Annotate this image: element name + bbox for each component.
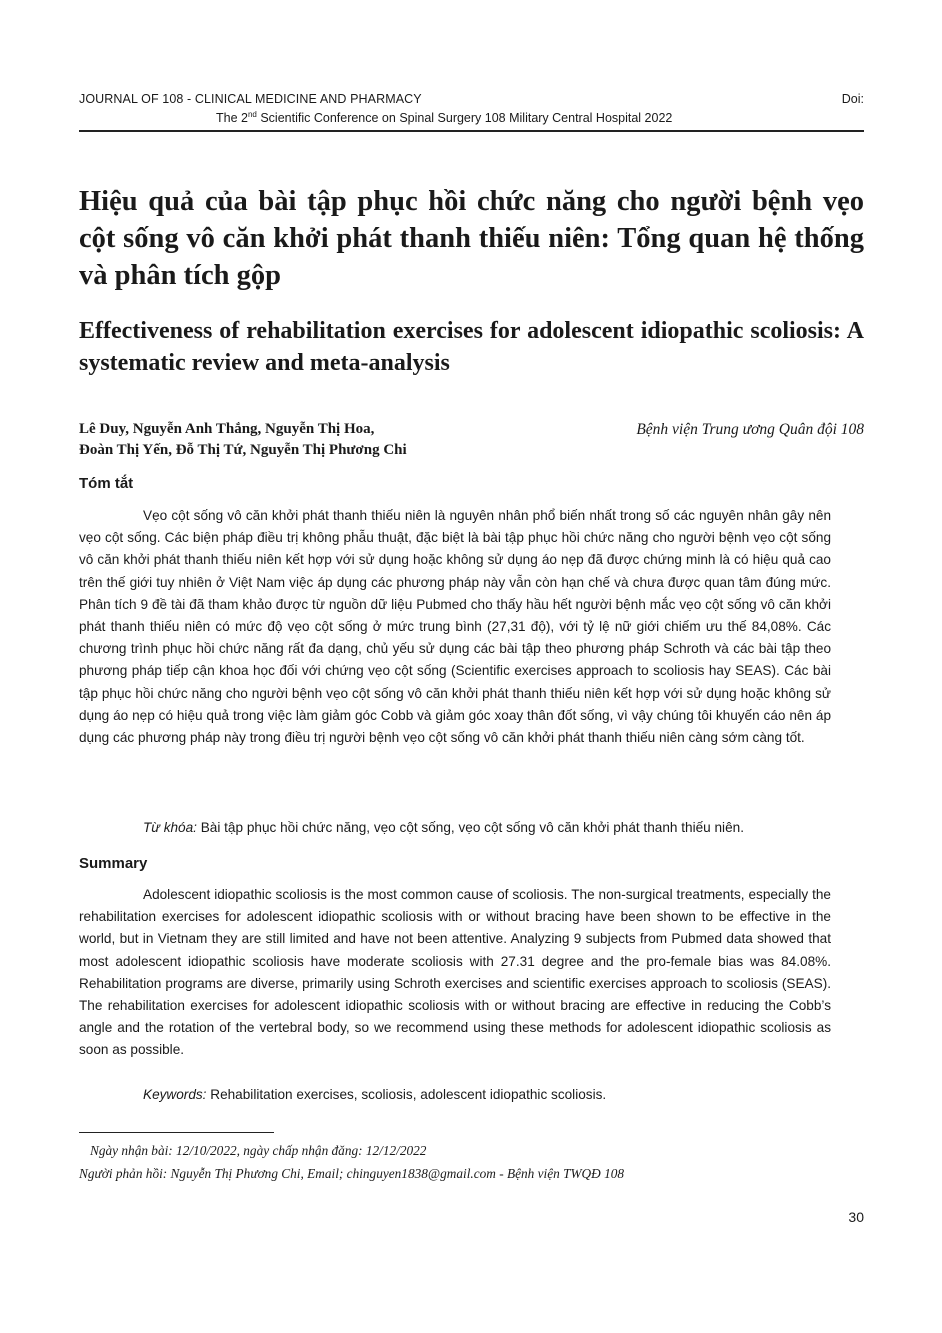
conference-line xyxy=(216,110,672,125)
header-rule xyxy=(79,130,864,132)
journal-name: JOURNAL OF 108 - CLINICAL MEDICINE AND PHARMACY xyxy=(79,92,422,106)
summary-vi-body: Vẹo cột sống vô căn khởi phát thanh thiếu niên là nguyên nhân phổ biến nhất trong số các nguyên nhân gây nên vẹo cột sống. Các biện pháp điều trị không phẫu thuật, đặc biệt là bài tập phục hồi chức năng cho người bệnh vẹo cột sống vô căn khởi phát thanh thiếu niên kết hợp với sử dụng hoặc không sử dụng áo nẹp đã được chứng minh là có hiệu quả cao trên thế giới tuy nhiên ở Việt Nam việc áp dụng các phương pháp này vẫn còn hạn chế và chưa được quan tâm đúng mức. Phân tích 9 đề tài đã tham khảo được từ nguồn dữ liệu Pubmed cho thấy hầu hết người bệnh mắc vẹo cột sống vô căn khởi phát thanh thiếu niên có mức độ vẹo cột sống ở mức trung bình (27,31 độ), với tỷ lệ nữ giới chiếm ưu thế 84,08%. Các chương trình phục hồi chức năng rất đa dạng, chủ yếu sử dụng các bài tập theo phương pháp Schroth và các bài tập theo phương pháp tiếp cận khoa học đối với chứng vẹo cột sống (Scientific exercises approach to scoliosis hay SEAS). Các bài tập phục hồi chức năng cho người bệnh vẹo cột sống vô căn khởi phát thanh thiếu niên kết hợp với sử dụng hoặc không sử dụng áo nẹp có hiệu quả trong việc làm giảm góc Cobb và giảm góc xoay thân đốt sống, vì vậy chúng tôi khuyến cáo nên áp dụng các phương pháp này trong điều trị người bệnh vẹo cột sống vô căn khởi phát thanh thiếu niên càng sớm càng tốt. xyxy=(79,508,831,746)
summary-en-body: Adolescent idiopathic scoliosis is the most common cause of scoliosis. The non-surgical treatments, especially the rehabilitation exercises for adolescent idiopathic scoliosis with or without bracing have been shown to be effective in the world, but in Vietnam they are still limited and have not been attentive. Analyzing 9 subjects from Pubmed data showed that most adolescent idiopathic scoliosis have moderate scoliosis with 27.31 degree and the pro-female bias was 84.08%. Rehabilitation programs are diverse, primarily using Schroth exercises and scientific exercises approach to scoliosis (SEAS). The rehabilitation exercises for adolescent idiopathic scoliosis with or without bracing are effective in reducing the Cobb’s angle and the rotation of the vertebral body, so we recommend using these methods for adolescent idiopathic scoliosis as soon as possible. xyxy=(79,887,831,1058)
keywords-vi-text: Bài tập phục hồi chức năng, vẹo cột sống, vẹo cột sống vô căn khởi phát thanh thiếu niên. xyxy=(196,820,744,835)
affiliation: Bệnh viện Trung ương Quân đội 108 xyxy=(636,421,864,438)
title-vietnamese: Hiệu quả của bài tập phục hồi chức năng cho người bệnh vẹo cột sống vô căn khởi phát thanh thiếu niên: Tổng quan hệ thống và phân tích gộp xyxy=(79,186,864,291)
doi-label: Doi: xyxy=(841,92,864,106)
page-number: 30 xyxy=(848,1209,864,1225)
keywords-vi xyxy=(143,817,744,839)
keywords-en-label: Keywords: xyxy=(143,1087,207,1102)
authors-line-1: Lê Duy, Nguyễn Anh Thắng, Nguyễn Thị Hoa, xyxy=(79,421,375,437)
summary-vi-heading: Tóm tắt xyxy=(79,475,134,492)
conference-prefix: The 2 xyxy=(216,111,248,126)
keywords-en xyxy=(143,1084,606,1106)
author-list xyxy=(79,419,407,461)
keywords-vi-label: Từ khóa: xyxy=(143,820,197,835)
summary-en-heading: Summary xyxy=(79,855,148,872)
conference-suffix: Scientific Conference on Spinal Surgery 108 Military Central Hospital 2022 xyxy=(256,111,673,126)
footnote-corresponding: Người phản hồi: Nguyễn Thị Phương Chi, Email; chinguyen1838@gmail.com - Bệnh viện TWQĐ 108 xyxy=(79,1166,625,1181)
footnote-received: Ngày nhận bài: 12/10/2022, ngày chấp nhận đăng: 12/12/2022 xyxy=(90,1143,427,1158)
title-english: Effectiveness of rehabilitation exercises for adolescent idiopathic scoliosis: A systematic review and meta-analysis xyxy=(79,318,864,376)
authors-line-2: Đoàn Thị Yến, Đỗ Thị Tứ, Nguyễn Thị Phương Chi xyxy=(79,442,407,458)
footnote-rule xyxy=(79,1132,274,1133)
conference-sup: nd xyxy=(247,110,257,119)
keywords-en-text: Rehabilitation exercises, scoliosis, adolescent idiopathic scoliosis. xyxy=(206,1087,607,1102)
